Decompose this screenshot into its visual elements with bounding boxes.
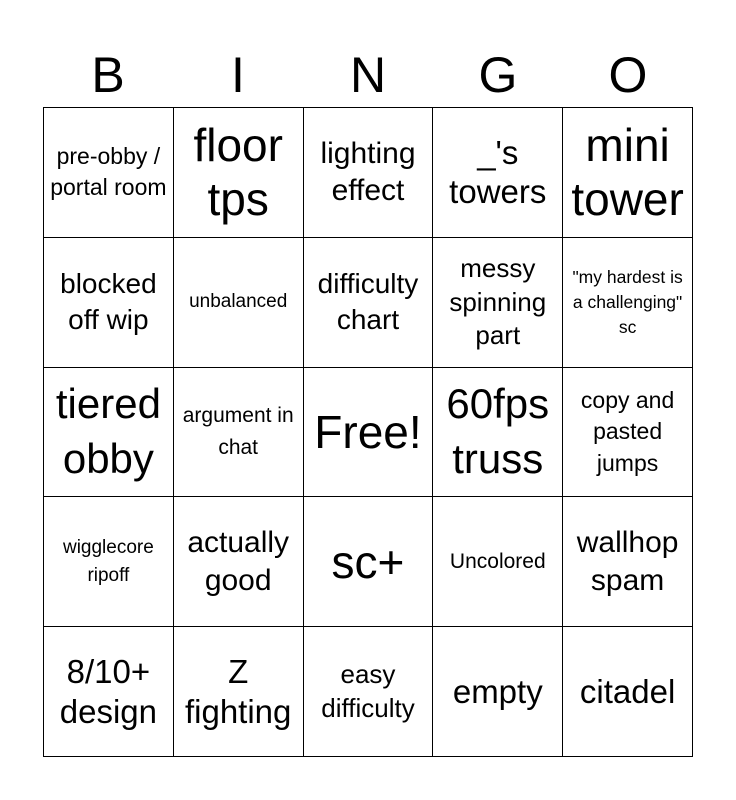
bingo-cell-r5c4[interactable] <box>433 627 563 757</box>
cell-label: Uncolored <box>449 550 546 574</box>
cell-label: _'s towers <box>449 133 547 211</box>
bingo-cell-r4c4[interactable] <box>433 497 563 627</box>
cell-label: difficulty chart <box>317 268 419 336</box>
cell-label: tiered obby <box>55 380 161 482</box>
header-letter-b: B <box>91 47 125 103</box>
bingo-cell-r1c2[interactable] <box>174 108 304 238</box>
bingo-board <box>43 107 693 757</box>
cell-label: 8/10+ design <box>59 653 158 730</box>
bingo-cell-r3c4[interactable] <box>433 368 563 498</box>
bingo-cell-r4c2[interactable] <box>174 497 304 627</box>
bingo-cell-r4c1[interactable] <box>44 497 174 627</box>
bingo-cell-r5c3[interactable] <box>304 627 434 757</box>
cell-label: unbalanced <box>189 291 288 313</box>
cell-label: citadel <box>579 672 676 710</box>
bingo-cell-r3c5[interactable] <box>563 368 693 498</box>
bingo-cell-r2c1[interactable] <box>44 238 174 368</box>
cell-label: "my hardest is a challenging" sc <box>572 266 683 337</box>
cell-label: blocked off wip <box>60 268 157 336</box>
bingo-cell-r4c5[interactable] <box>563 497 693 627</box>
bingo-cell-r1c5[interactable] <box>563 108 693 238</box>
cell-label: Free! <box>314 405 422 458</box>
bingo-header <box>43 42 693 108</box>
cell-label: empty <box>452 672 543 710</box>
bingo-cell-r1c3[interactable] <box>304 108 434 238</box>
cell-label: wallhop spam <box>576 526 679 597</box>
bingo-cell-r3c2[interactable] <box>174 368 304 498</box>
bingo-cell-r1c4[interactable] <box>433 108 563 238</box>
header-letter-n: N <box>349 47 387 103</box>
bingo-cell-r2c2[interactable] <box>174 238 304 368</box>
cell-label: 60fps truss <box>446 380 550 482</box>
header-letter-g: G <box>478 47 518 103</box>
cell-label: pre-obby / portal room <box>50 143 167 201</box>
cell-label: easy difficulty <box>321 659 415 723</box>
cell-label: copy and pasted jumps <box>580 387 675 476</box>
bingo-cell-r2c4[interactable] <box>433 238 563 368</box>
bingo-cell-r5c2[interactable] <box>174 627 304 757</box>
cell-label: sc+ <box>331 535 405 588</box>
bingo-cell-r1c1[interactable] <box>44 108 174 238</box>
bingo-cell-r3c1[interactable] <box>44 368 174 498</box>
cell-label: mini tower <box>571 119 684 226</box>
cell-label: Z fighting <box>184 653 292 730</box>
header-letter-o: O <box>608 47 648 103</box>
cell-label: actually good <box>187 526 290 597</box>
header-letter-i: I <box>231 47 245 103</box>
cell-label: wigglecore ripoff <box>62 536 154 586</box>
cell-label: lighting effect <box>320 136 416 208</box>
bingo-cell-r3c3[interactable] <box>304 368 434 498</box>
cell-label: floor tps <box>193 119 283 226</box>
bingo-cell-r5c1[interactable] <box>44 627 174 757</box>
bingo-cell-r2c3[interactable] <box>304 238 434 368</box>
cell-label: argument in chat <box>182 404 294 459</box>
bingo-cell-r2c5[interactable] <box>563 238 693 368</box>
bingo-cell-r5c5[interactable] <box>563 627 693 757</box>
cell-label: messy spinning part <box>449 253 547 350</box>
bingo-cell-r4c3[interactable] <box>304 497 434 627</box>
